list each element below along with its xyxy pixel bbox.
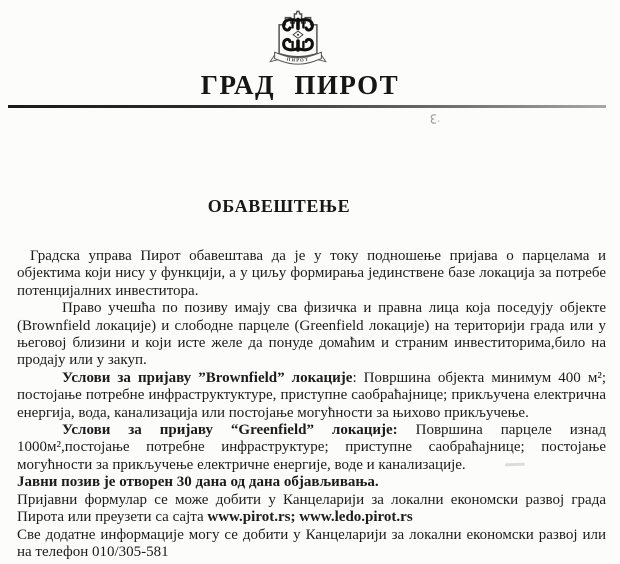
text-run: Пријавни формулар се може добити у Канцеларији за локални економски развој града Пирота или преузети са сајта	[17, 491, 606, 526]
text-run: Јавни позив је отворен 30 дана од дана објављивања.	[17, 474, 379, 491]
text-run: Градска управа Пирот обавештава да је у току подношење пријава о парцелама и објектима који нису у функцији, а у циљу формирања јединствене базе локација за потребе потенцијалних инвеститора.	[17, 248, 606, 299]
paragraph-eligibility	[17, 300, 606, 370]
coat-of-arms-graphic	[262, 5, 334, 77]
notice-heading: ОБАВЕШТЕЊЕ	[207, 196, 351, 216]
paragraph-brownfield-conditions	[17, 370, 606, 422]
text-run: : Површина објекта минимум 400 м²; постојање потребне инфраструктуктуре, приступне саобраћајнице; прикључена електрична енергија, вода, канализација или постојање могућности за њихово прикључење.	[17, 369, 606, 421]
text-run: Све додатне информације могу се добити у Канцеларији за локални економски развој или на телефон 010/305-581	[17, 526, 606, 560]
paragraph-greenfield-conditions	[17, 422, 606, 474]
center-dot	[297, 34, 299, 36]
header-divider	[8, 105, 606, 108]
city-title: ГРАД ПИРОТ	[200, 70, 400, 100]
text-run: Услови за пријаву ”Brownfield” локације	[62, 369, 353, 386]
paragraph-contact	[17, 527, 606, 562]
text-run: Право учешћа по позиву имају сва физичка и правна лица која поседују објекте (Brownfield локације) и слободне парцеле (Greenfield локације) на територији града или у његовој близини и који исте желе да понуде домаћим и страним инвеститорима,било на продају или у закуп.	[17, 300, 606, 369]
ribbon-text: ПИРОТ	[286, 57, 310, 64]
notice-body	[17, 248, 606, 561]
paragraph-intro	[17, 248, 606, 300]
handwritten-scan-mark	[427, 112, 441, 126]
text-run: Услови за пријаву “Greenfield” локације:	[62, 422, 398, 439]
text-run: Површина парцеле изнад 1000м²,постојање потребне инфраструктуре; приступне саобраћајнице; постојање могућности за прикључење електричне енергије, воде и канализације.	[17, 422, 606, 473]
paragraph-application-form	[17, 492, 606, 527]
paragraph-deadline	[17, 474, 606, 491]
text-run: www.pirot.rs; www.ledo.pirot.rs	[207, 509, 413, 526]
pirot-coat-of-arms	[262, 5, 334, 77]
